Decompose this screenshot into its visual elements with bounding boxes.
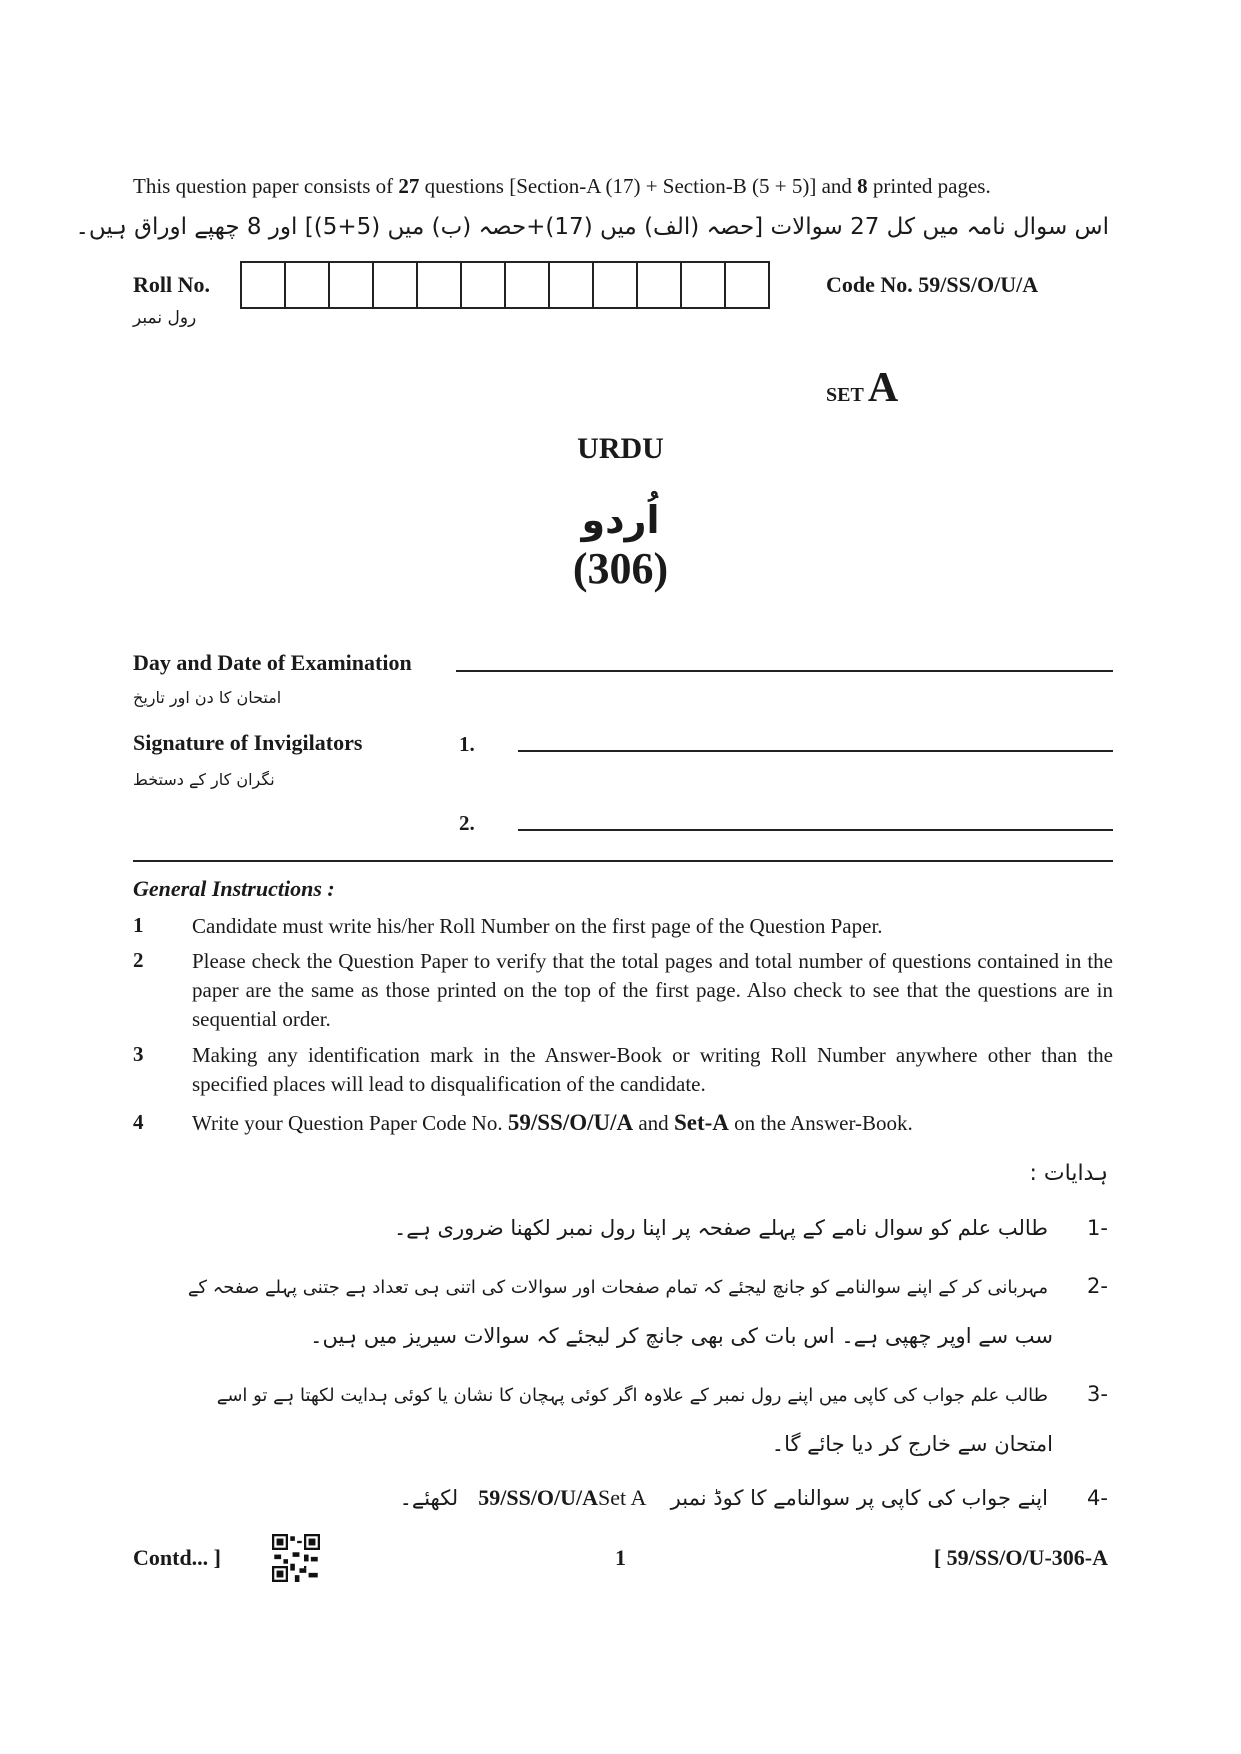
urdu-instruction-item: -3 طالب علم جواب کی کاپی میں اپنے رول نمبر کے علاوہ اگر کوئی پہچان کا نشان یا کوئی ہدایت لکھتا ہے تو اسے [216,1382,1108,1406]
roll-number-box[interactable] [638,263,682,307]
instruction-text: Making any identification mark in the Answer-Book or writing Roll Number anywhere other than the specified places will lead to disqualification of the candidate. [192,1043,1113,1096]
general-instructions-title: General Instructions : [133,876,335,901]
set-indicator [826,364,898,412]
roll-number-box[interactable] [374,263,418,307]
exam-date-field[interactable] [456,670,1113,672]
exam-date-label: Day and Date of Examination [133,650,412,675]
instruction-number: 3 [133,1042,144,1066]
paper-info-line: This question paper consists of 27 questions [Section-A (17) + Section-B (5 + 5)] and 8 printed pages. [133,174,991,198]
roll-number-box[interactable] [462,263,506,307]
roll-number-box[interactable] [550,263,594,307]
urdu-instruction-item: -4 اپنے جواب کی کاپی پر سوالنامے کا کوڈ نمبر 59/SS/O/U/ASet A لکھئے۔ [399,1485,1108,1510]
roll-number-box[interactable] [594,263,638,307]
invigilator-2-signature-field[interactable] [518,829,1113,831]
section-divider [133,860,1113,862]
set-value: A [867,365,899,411]
exam-date-urdu-label: امتحان کا دن اور تاریخ [133,688,282,707]
invigilator-signature-label: Signature of Invigilators [133,730,363,755]
invigilator-1-signature-field[interactable] [518,750,1113,752]
urdu-instruction-continuation: سب سے اوپر چھپی ہے۔ اس بات کی بھی جانچ کر لیجئے کہ سوالات سیریز میں ہیں۔ [310,1324,1053,1348]
subject-code: (306) [572,544,669,593]
code-number-label: Code No. [826,272,913,297]
roll-number-box[interactable] [286,263,330,307]
roll-number-label: Roll No. [133,272,210,297]
roll-number-urdu-label: رول نمبر [133,308,197,328]
urdu-instructions-title: ہدایات : [1029,1161,1108,1186]
roll-number-box[interactable] [242,263,286,307]
continued-marker: Contd... ] [133,1545,222,1570]
paper-reference-code: [ 59/SS/O/U-306-A [933,1545,1108,1570]
urdu-instruction-item: -2 مہربانی کر کے اپنے سوالنامے کو جانچ لیجئے کہ تمام صفحات اور سوالات کی اتنی ہی تعداد ہے جتنی پہلے صفحہ کے [187,1274,1108,1298]
set-label: SET [826,384,864,406]
code-number-value: 59/SS/O/U/A [918,272,1039,297]
instruction-number: 4 [133,1110,144,1134]
roll-number-box[interactable] [330,263,374,307]
instruction-number: 2 [133,948,144,972]
urdu-instruction-continuation: امتحان سے خارج کر دیا جائے گا۔ [771,1432,1053,1456]
subject-title: URDU [577,432,664,465]
roll-number-boxes[interactable] [240,261,770,309]
roll-number-box[interactable] [418,263,462,307]
roll-number-box[interactable] [506,263,550,307]
code-number [826,272,1038,298]
invigilator-2-number: 2. [459,811,475,835]
urdu-instruction-item: -1 طالب علم کو سوال نامے کے پہلے صفحہ پر اپنا رول نمبر لکھنا ضروری ہے۔ [393,1216,1108,1240]
invigilator-1-number: 1. [459,732,475,756]
invigilator-signature-urdu-label: نگران کار کے دستخط [133,770,275,789]
instruction-text: Write your Question Paper Code No. 59/SS/O/U/A and Set-A on the Answer-Book. [192,1110,913,1135]
roll-number-box[interactable] [682,263,726,307]
subject-title-urdu: اُردو [581,498,660,542]
instruction-number: 1 [133,913,144,937]
roll-number-box[interactable] [726,263,770,307]
page-number: 1 [615,1545,626,1570]
instruction-text: Please check the Question Paper to verify that the total pages and total number of questions contained in the paper are the same as those printed on the top of the first page. Also check to see that the questions are in sequential order. [192,949,1113,1031]
paper-info-urdu: اس سوال نامہ میں کل 27 سوالات [حصہ (الف) میں (17)+حصہ (ب) میں (5+5)] اور 8 چھپے اوراق ہیں۔ [75,214,1109,240]
instruction-text: Candidate must write his/her Roll Number on the first page of the Question Paper. [192,914,883,938]
